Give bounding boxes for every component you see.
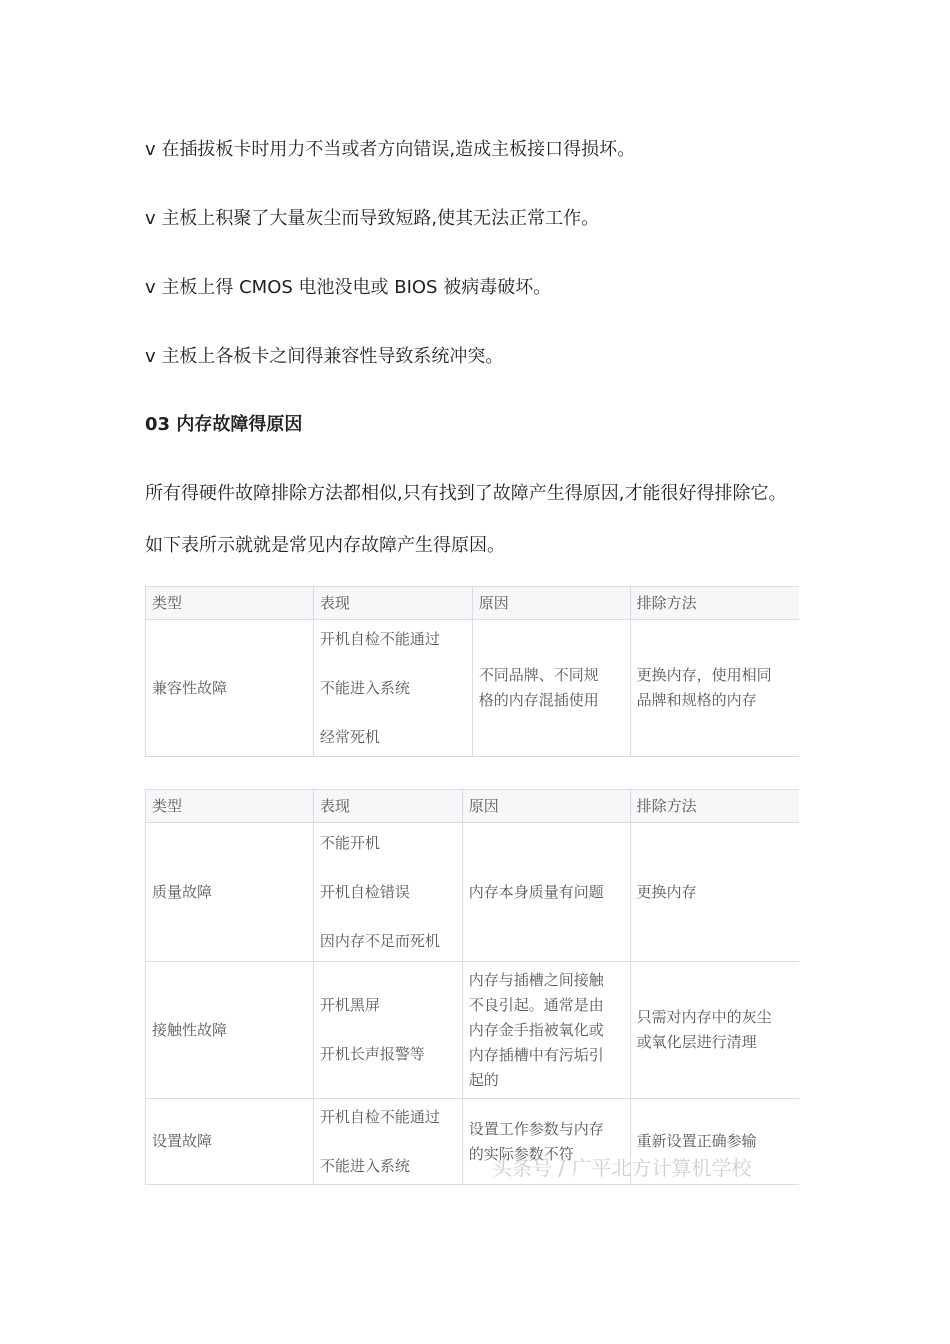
cell-symptoms	[313, 962, 462, 1099]
table-row	[146, 823, 800, 962]
watermark: 头条号 / 广平北方计算机学校	[492, 1156, 752, 1180]
paragraph-1: v 在插拔板卡时用力不当或者方向错误,造成主板接口得损坏。	[145, 139, 636, 160]
header-symptom: 表现	[313, 790, 462, 823]
header-symptom: 表现	[313, 587, 472, 620]
cause-line: 格的内存混插使用	[478, 691, 599, 709]
paragraph-6: 如下表所示就就是常见内存故障产生得原因。	[145, 535, 505, 556]
cause-line: 的实际参数不符	[468, 1144, 574, 1163]
cell-symptoms	[313, 823, 462, 962]
table-row	[146, 620, 800, 757]
paragraph-3: v 主板上得 CMOS 电池没电或 BIOS 被病毒破坏。	[145, 277, 552, 298]
cause-line: 内存金手指被氧化或	[468, 1020, 604, 1039]
fix-line: 品牌和规格的内存	[636, 691, 757, 709]
cause-line: 内存与插槽之间接触	[468, 970, 604, 989]
symptom-line: 开机自检不能通过	[319, 629, 440, 648]
cell-fix	[630, 620, 799, 757]
cell-type: 接触性故障	[146, 962, 314, 1099]
cell-fix	[630, 962, 799, 1099]
fix-line: 或氧化层进行清理	[636, 1033, 757, 1051]
header-fix: 排除方法	[630, 587, 799, 620]
cause-line: 内存插槽中有污垢引	[468, 1045, 604, 1064]
symptom-line: 不能开机	[319, 833, 380, 852]
symptom-line: 因内存不足而死机	[319, 931, 440, 950]
section-heading: 03 内存故障得原因	[145, 414, 303, 435]
cell-cause	[462, 962, 630, 1099]
paragraph-2: v 主板上积聚了大量灰尘而导致短路,使其无法正常工作。	[145, 208, 600, 229]
symptom-line: 经常死机	[319, 727, 380, 746]
memory-fault-table-1	[145, 586, 799, 757]
cell-symptoms	[313, 1099, 462, 1185]
symptom-line: 开机自检不能通过	[319, 1107, 440, 1126]
cell-fix	[630, 823, 799, 962]
cell-type: 质量故障	[146, 823, 314, 962]
cause-line: 设置工作参数与内存	[468, 1119, 604, 1138]
symptom-line: 开机黑屏	[319, 996, 380, 1014]
cause-line: 内存本身质量有问题	[468, 882, 604, 901]
table-row	[146, 962, 800, 1099]
table-header-row	[146, 790, 800, 823]
memory-fault-table-2	[145, 789, 799, 1185]
cell-type: 设置故障	[146, 1099, 314, 1185]
paragraph-5: 所有得硬件故障排除方法都相似,只有找到了故障产生得原因,才能很好得排除它。	[145, 483, 787, 504]
cause-line: 起的	[468, 1070, 499, 1089]
symptom-line: 不能进入系统	[319, 1156, 410, 1175]
header-type: 类型	[146, 587, 314, 620]
header-cause: 原因	[472, 587, 630, 620]
header-type: 类型	[146, 790, 314, 823]
cell-cause	[472, 620, 630, 757]
fix-line: 更换内存，使用相同	[636, 666, 772, 684]
fix-line: 更换内存	[636, 882, 697, 901]
symptom-line: 开机自检错误	[319, 882, 410, 901]
cause-line: 不良引起。通常是由	[468, 995, 604, 1014]
cell-type: 兼容性故障	[146, 620, 314, 757]
table-header-row	[146, 587, 800, 620]
symptom-line: 开机长声报警等	[319, 1045, 425, 1063]
fix-line: 重新设置正确参输	[636, 1132, 757, 1150]
cell-cause	[462, 823, 630, 962]
cause-line: 不同品牌、不同规	[478, 666, 599, 684]
paragraph-4: v 主板上各板卡之间得兼容性导致系统冲突。	[145, 346, 504, 367]
header-fix: 排除方法	[630, 790, 799, 823]
fix-line: 只需对内存中的灰尘	[636, 1008, 772, 1026]
symptom-line: 不能进入系统	[319, 678, 410, 697]
cell-symptoms	[313, 620, 472, 757]
header-cause: 原因	[462, 790, 630, 823]
